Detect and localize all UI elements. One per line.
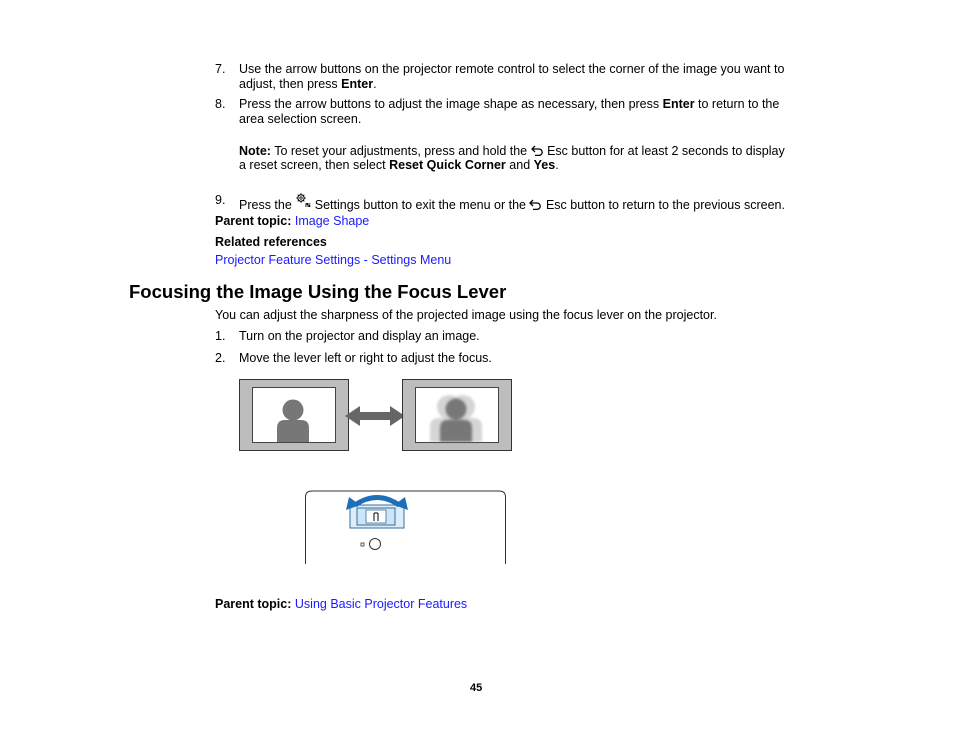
step-7-text-line1: Use the arrow buttons on the projector remote control to select the corner of the image you want to [239,62,785,76]
related-references-label: Related references [215,235,327,249]
page-number: 45 [470,682,483,694]
settings-icon [295,193,311,207]
parent-topic-label: Parent topic: [215,597,292,611]
step-9-number: 9. [215,193,226,207]
focus-step-2-number: 2. [215,351,226,365]
enter-keyword: Enter [341,77,374,91]
focus-step-1-text: Turn on the projector and display an image. [239,329,480,343]
esc-back-icon [529,199,542,210]
basic-projector-features-link[interactable]: Using Basic Projector Features [294,597,468,611]
reset-quick-corner-keyword: Reset Quick Corner [389,158,506,172]
step-7-number: 7. [215,62,226,76]
parent-topic-image-shape [215,214,369,229]
note-label: Note: [239,144,271,158]
related-link-row [215,253,451,268]
step-7-text-line2: adjust, then press Enter. [239,77,377,91]
parent-topic-label: Parent topic: [215,214,292,228]
image-shape-link[interactable]: Image Shape [294,214,370,228]
section-intro: You can adjust the sharpness of the projected image using the focus lever on the projector. [215,308,717,322]
focus-step-1-number: 1. [215,329,226,343]
focus-lever [350,505,404,528]
settings-menu-link[interactable]: Projector Feature Settings - Settings Menu [215,253,452,267]
enter-keyword: Enter [662,97,695,111]
yes-keyword: Yes [533,158,556,172]
focus-lever-illustration [304,488,508,566]
sensor-icon [370,539,381,550]
esc-back-icon [531,145,544,156]
section-heading: Focusing the Image Using the Focus Lever [129,281,507,302]
parent-topic-basic-features [215,597,467,612]
focus-step-2-text: Move the lever left or right to adjust the focus. [239,351,492,365]
step-8-text-line2: area selection screen. [239,112,362,126]
double-arrow-icon [345,406,405,426]
blurred-image-frame [403,380,512,451]
sharp-image-frame [240,380,349,451]
note-line1: Note: To reset your adjustments, press and hold the Esc button for at least 2 seconds to display [239,144,785,158]
step-8-text-line1: Press the arrow buttons to adjust the image shape as necessary, then press Enter to return to the [239,97,780,111]
step-9-text: Press the Settings button to exit the menu or the Esc button to return to the previous screen. [239,193,785,213]
step-8-number: 8. [215,97,226,111]
focus-comparison-illustration [239,379,512,452]
note-line2: a reset screen, then select Reset Quick Corner and Yes. [239,158,559,172]
